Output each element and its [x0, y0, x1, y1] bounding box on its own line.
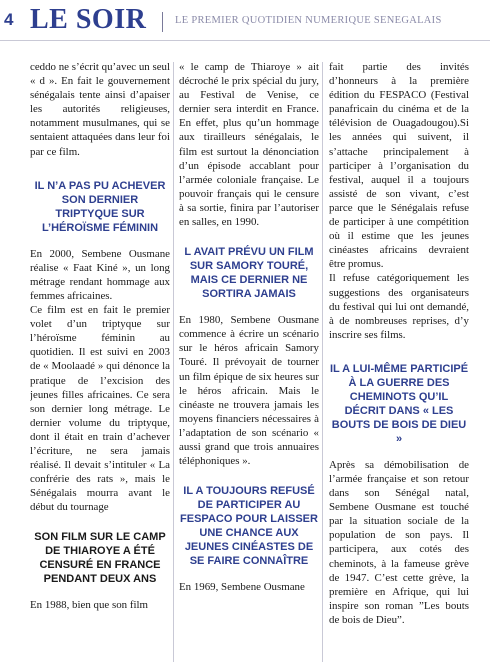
paragraph: En 1988, bien que son film — [30, 599, 148, 612]
page-header — [0, 0, 490, 42]
article-column-2 — [179, 60, 319, 665]
page-number: 4 — [4, 10, 14, 29]
paragraph: En 2000, Sembene Ousmane réalise « Faat Kiné », un long métrage rendant hommage aux femmes africaines. — [30, 247, 170, 302]
paragraph: Il refuse catégoriquement les suggestions des organisateurs du festival qui lui ont demandé, à de nombreuses reprises, d’y inscrire ses films. — [329, 272, 469, 341]
paragraph: En 1969, Sembene Ousmane — [179, 581, 305, 594]
header-rule — [0, 40, 490, 41]
paragraph: Ce film est en fait le premier volet d’un triptyque sur l’héroïsme féminin au quotidien. Il est suivi en 2003 de « Moolaadé » qui dénonce la pratique de l’excision des jeunes filles africaines. Ce sera son dernier long métrage. Le dernier volume du triptyque, dont il était en train d’achever l’écriture, ne sera jamais réalisé. Il devait s’intituler « La confrérie des rats », mais le Sénégalais mourra avant le début du tournage — [30, 304, 170, 514]
column-divider — [322, 62, 323, 662]
article-column-3 — [329, 60, 469, 665]
column-divider — [173, 62, 174, 662]
section-heading: SON FILM SUR LE CAMP DE THIAROYE A ÉTÉ CENSURÉ EN FRANCE PENDANT DEUX ANS — [34, 531, 166, 586]
section-heading: L AVAIT PRÉVU UN FILM SUR SAMORY TOURÉ, MAIS CE DERNIER NE SORTIRA JAMAIS — [184, 246, 314, 301]
section-heading: IL A TOUJOURS REFUSÉ DE PARTICIPER AU FESPACO POUR LAISSER UNE CHANCE AUX JEUNES CINÉASTES DE SE FAIRE CONNAÎTRE — [180, 485, 318, 568]
tagline: LE PREMIER QUOTIDIEN NUMERIQUE SENEGALAIS — [175, 15, 442, 26]
paragraph: En 1980, Sembene Ousmane commence à écrire un scénario sur le héros africain Samory Touré. Il prévoyait de tourner un film épique de six heures sur le héros africain. Mais le cinéaste ne trouvera jamais les moyens financiers nécessaires à l’adaptation de son scénario « aussi grand que trois annuaires téléphoniques ». — [179, 314, 319, 468]
masthead-logo: LE SOIR — [30, 4, 147, 35]
paragraph: fait partie des invités d’honneurs à la première édition du FESPACO (Festival panafricain du cinéma et de la télévision de Ouagadougou).Si les années qui suivent, il s’attache principalement à participer à l’organisation du festival, auquel il a toujours assisté de son vivant, c’est parce que le Sénégalais refuse de participer à une compétition où il estime que les jeunes cinéastes africains devraient être promus. — [329, 61, 469, 271]
header-divider — [162, 12, 163, 32]
section-heading: IL N’A PAS PU ACHEVER SON DERNIER TRIPTYQUE SUR L’HÉROÏSME FÉMININ — [34, 179, 166, 234]
article-column-1 — [30, 60, 170, 665]
paragraph: « le camp de Thiaroye » ait décroché le prix spécial du jury, au Festival de Venise, ce dernier sera interdit en France. En effet, plus qu’un hommage aux tirailleurs sénégalais, le film est surtout la dénonciation d’un épisode accablant pour l’armée coloniale française. Le pouvoir français qui le censure à sa sortie, finira par l’autoriser en salles, en 1990. — [179, 61, 319, 229]
paragraph: ceddo ne s’écrit qu’avec un seul « d ». En fait le gouvernement sénégalais tente ainsi d’apaiser les autorités religieuses, notamment musulmanes, qui se sentaient attaquées dans leur foi par ce film. — [30, 61, 170, 158]
section-heading: IL A LUI-MÊME PARTICIPÉ À LA GUERRE DES CHEMINOTS QU’IL DÉCRIT DANS « LES BOUTS DE BOIS DE DIEU » — [329, 362, 469, 445]
paragraph: Après sa démobilisation de l’armée française et son retour dans son Sénégal natal, Sembene Ousmane est touché par la situation sociale de la population de son pays. Il participera, aux cotés des cheminots, à la fameuse grève de 1947. C’est cette grève, la première en Afrique, qui lui inspire son roman ”Les bouts de bois de Dieu”. — [329, 458, 469, 626]
